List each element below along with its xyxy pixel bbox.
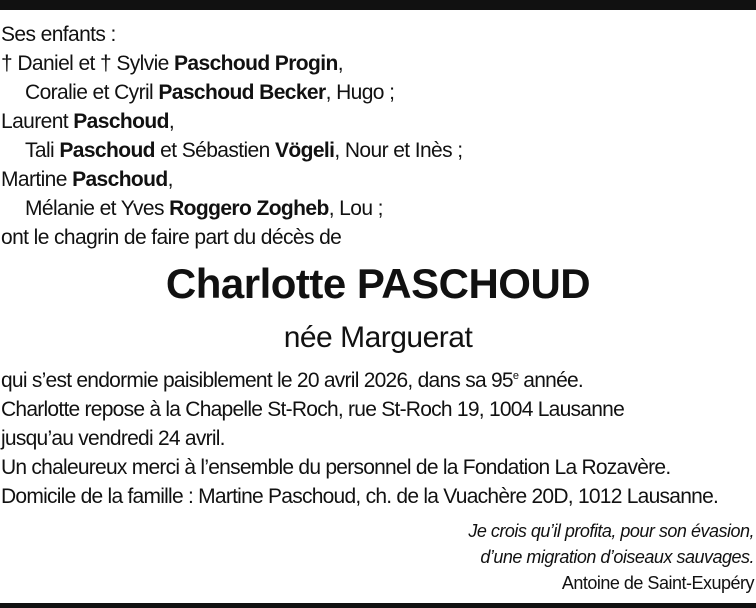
family-surname: Roggero Zogheb	[169, 197, 329, 220]
family-surname: Paschoud	[72, 168, 168, 191]
quote-line-2: d’une migration d’oiseaux sauvages.	[480, 547, 754, 567]
family-surname: Paschoud	[73, 110, 169, 133]
details-line-3: jusqu’au vendredi 24 avril.	[1, 427, 225, 450]
family-line-2: Coralie et Cyril Paschoud Becker, Hugo ;	[25, 81, 395, 104]
family-surname: Paschoud	[59, 139, 155, 162]
top-border	[0, 0, 756, 10]
family-line-3: Laurent Paschoud,	[1, 110, 175, 133]
announcement-line: ont le chagrin de faire part du décès de	[1, 226, 342, 249]
bottom-border	[0, 603, 756, 608]
family-line-4: Tali Paschoud et Sébastien Vögeli, Nour et Inès ;	[25, 139, 463, 162]
family-surname: Paschoud Progin	[174, 52, 338, 75]
details-line-4: Un chaleureux merci à l’ensemble du personnel de la Fondation La Rozavère.	[1, 456, 671, 479]
family-intro: Ses enfants :	[1, 23, 116, 46]
details-line-5: Domicile de la famille : Martine Paschoud, ch. de la Vuachère 20D, 1012 Lausanne.	[1, 485, 719, 508]
family-line-1: † Daniel et † Sylvie Paschoud Progin,	[1, 52, 343, 75]
family-line-5: Martine Paschoud,	[1, 168, 173, 191]
family-surname: Paschoud Becker	[158, 81, 326, 104]
family-line-6: Mélanie et Yves Roggero Zogheb, Lou ;	[25, 197, 383, 220]
quote-author: Antoine de Saint-Exupéry	[561, 573, 754, 593]
quote-line-1: Je crois qu’il profita, pour son évasion,	[468, 521, 754, 541]
birth-name: née Marguerat	[283, 321, 473, 354]
deceased-name: Charlotte PASCHOUD	[165, 260, 591, 307]
family-surname: Vögeli	[274, 139, 335, 162]
details-line-1: qui s’est endormie paisiblement le 20 avril 2026, dans sa 95e année.	[1, 369, 584, 392]
details-line-2: Charlotte repose à la Chapelle St-Roch, rue St-Roch 19, 1004 Lausanne	[1, 398, 624, 421]
